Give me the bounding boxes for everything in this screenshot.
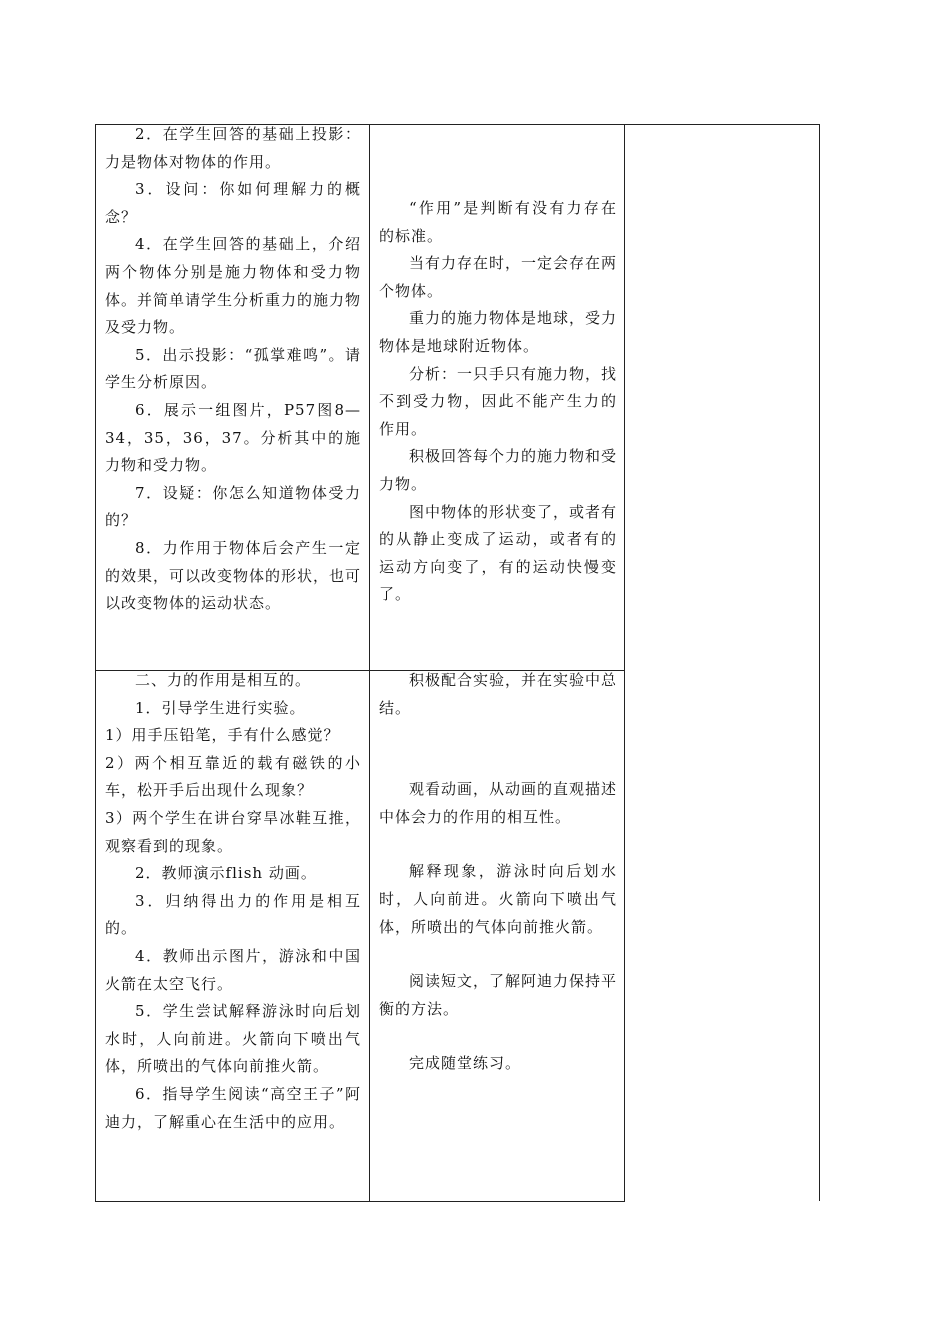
teacher-step: 8．力作用于物体后会产生一定的效果，可以改变物体的形状，也可以改变物体的运动状态。 [105,538,362,613]
experiment-item: 2）两个相互靠近的载有磁铁的小车，松开手后出现什么现象？ [105,753,361,800]
teacher-step: 6．指导学生阅读“高空王子”阿迪力，了解重心在生活中的应用。 [105,1084,361,1131]
student-response: 重力的施力物体是地球，受力物体是地球附近物体。 [379,309,618,355]
teacher-step: 5．出示投影：“孤掌难鸣”。请学生分析原因。 [105,345,361,392]
student-activity-cell-row1 [379,195,617,609]
student-response: 积极回答每个力的施力物和受力物。 [379,447,618,493]
column-border-far-right [819,124,820,1201]
student-activity-cell-row2 [379,667,617,1078]
student-response: 阅读短文，了解阿迪力保持平衡的方法。 [379,972,618,1018]
column-border-left [95,124,96,1201]
student-response: 完成随堂练习。 [409,1054,522,1073]
student-response: 观看动画，从动画的直观描述中体会力的作用的相互性。 [379,780,618,826]
spacer [379,1023,617,1050]
teacher-step: 2．在学生回答的基础上投影：力是物体对物体的作用。 [105,125,361,171]
teacher-step: 6．展示一组图片，P57图8—34，35，36，37。分析其中的施力物和受力物。 [105,400,361,475]
teacher-step: 4．在学生回答的基础上，介绍两个物体分别是施力物体和受力物体。并简单请学生分析重力的施力物及受力物。 [105,235,362,337]
teacher-activity-cell-row2 [105,667,361,1136]
student-response: 当有力存在时，一定会存在两个物体。 [379,254,618,300]
teacher-step: 1．引导学生进行实验。 [135,698,306,717]
teacher-step: 3．设问：你如何理解力的概念？ [105,180,361,226]
student-response: 分析：一只手只有施力物，找不到受力物，因此不能产生力的作用。 [379,364,618,438]
column-border-middle [369,124,370,1201]
teacher-step: 3．归纳得出力的作用是相互的。 [105,891,361,938]
teacher-step: 7．设疑：你怎么知道物体受力的？ [105,483,361,530]
teacher-step: 2．教师演示flish 动画。 [135,864,317,883]
section-heading: 二、力的作用是相互的。 [135,671,312,689]
spacer [379,831,617,858]
table-bottom-border [95,1201,625,1202]
student-response: 解释现象，游泳时向后划水时，人向前进。火箭向下喷出气体，所喷出的气体向前推火箭。 [379,862,617,936]
teacher-step: 5．学生尝试解释游泳时向后划水时，人向前进。火箭向下喷出气体，所喷出的气体向前推火箭。 [105,1002,361,1076]
teacher-step: 4．教师出示图片，游泳和中国火箭在太空飞行。 [105,946,361,993]
spacer [379,722,617,776]
student-response: 积极配合实验，并在实验中总结。 [379,671,618,717]
spacer [379,941,617,968]
student-response: “作用”是判断有没有力存在的标准。 [379,199,617,245]
experiment-item: 3）两个学生在讲台穿旱冰鞋互推，观察看到的现象。 [105,808,361,855]
experiment-item: 1）用手压铅笔，手有什么感觉？ [105,726,340,745]
column-border-right [624,124,625,1201]
student-response: 图中物体的形状变了，或者有的从静止变成了运动，或者有的运动方向变了，有的运动快慢变了。 [379,502,618,604]
teacher-activity-cell-row1 [105,121,361,618]
